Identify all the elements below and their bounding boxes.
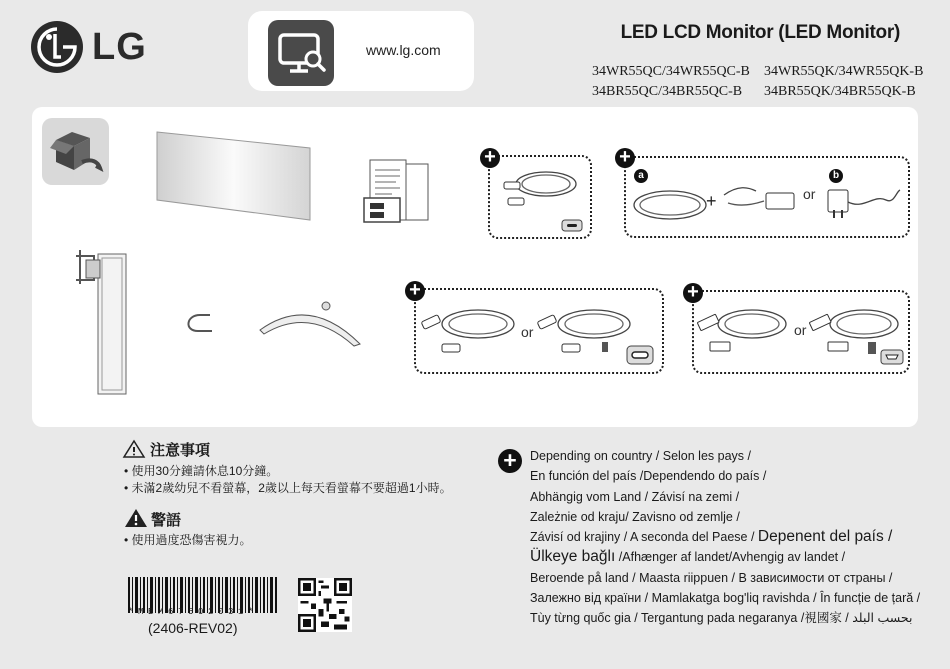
plus-icon: + [683,283,703,303]
country-line: Abhängig vom Land / Závisí na zemi / [530,489,740,504]
model-line: 34BR55QC/34BR55QC-B [592,84,743,99]
qr-code [298,578,352,632]
product-title: LED LCD Monitor (LED Monitor) [620,22,900,43]
country-note [530,446,930,629]
warning-list: • 使用過度恐傷害視力。 [124,533,252,547]
svg-text:+: + [706,191,717,211]
caution-list: • 使用30分鐘請休息10分鐘。 • 未滿2歲幼兒不看螢幕，2歲以上每天看螢幕不要超過1小時。 [124,464,452,495]
usb-c-cable [494,162,584,234]
caution-triangle-icon [122,439,146,459]
model-line: 34WR55QC/34WR55QC-B [592,64,750,79]
option-a-badge: a [634,169,648,183]
documents-icon [362,158,434,226]
cable-holder [180,312,216,334]
lg-logo-icon [30,20,84,74]
country-line-catalan: Depenent del país / [757,528,893,546]
model-list-qk [764,62,923,102]
country-line: / Tergantung pada negaranya /視國家 / بحسب البلد [634,611,913,626]
wall-adapter [824,180,904,226]
box-icon [42,118,109,185]
caution-item: 未滿2歲幼兒不看螢幕，2歲以上每天看螢幕不要超過1小時。 [131,481,452,495]
usb-c-cable-1 [420,296,520,362]
country-line: Beroende på land / Maasta riippuen / В зависимости от страны / [530,570,893,585]
country-line: Depending on country / Selon les pays / [530,449,751,463]
country-line: Závisí od krajiny / A seconda del Paese / [530,530,755,545]
warning-item: 使用過度恐傷害視力。 [131,533,252,547]
plus-icon: + [480,148,500,168]
usb-c-cable-2 [536,296,636,362]
option-b-badge: b [829,169,843,183]
plus-icon: + [405,281,425,301]
barcode-text: *MBM67502031* [128,607,259,617]
hdmi-cable-1 [696,296,792,362]
country-line: /Afhænger af landet/Avhengig av landet / [618,550,846,565]
warning-triangle-icon [124,508,148,528]
model-line: 34WR55QK/34WR55QK-B [764,64,924,79]
country-line: Zależnie od kraju/ Zavisno od zemlje / [530,509,740,524]
country-line-turkish: Ülkeye bağlı [530,548,616,566]
monitor-search-icon [268,20,334,86]
website-link[interactable]: www.lg.com [366,42,441,58]
country-line: En función del país /Dependendo do país / [530,469,767,484]
hdmi-port-icon [880,349,904,365]
warning-title: 警語 [151,512,182,529]
country-line-vietnamese: Tùy từng quốc gia [530,611,631,626]
power-cord-adapter [628,175,808,230]
plus-icon: + [498,449,522,473]
stand-body [72,240,132,400]
caution-title: 注意事項 [150,442,211,459]
stand-base [256,300,364,348]
caution-item: 使用30分鐘請休息10分鐘。 [131,464,279,478]
usb-c-port-icon [626,345,654,365]
plus-icon: + [615,148,635,168]
monitor-panel [152,128,314,226]
revision-label: (2406-REV02) [148,620,238,636]
brand-wordmark: LG [92,26,147,68]
or-label: or [521,324,534,340]
model-list-qc [592,62,750,102]
or-label: or [794,322,807,338]
country-line: Залежно від країни / Mamlakatga bog'liq ravishda / În funcție de țară / [530,591,921,606]
model-line: 34BR55QK/34BR55QK-B [764,84,916,99]
or-label: or [803,186,816,202]
